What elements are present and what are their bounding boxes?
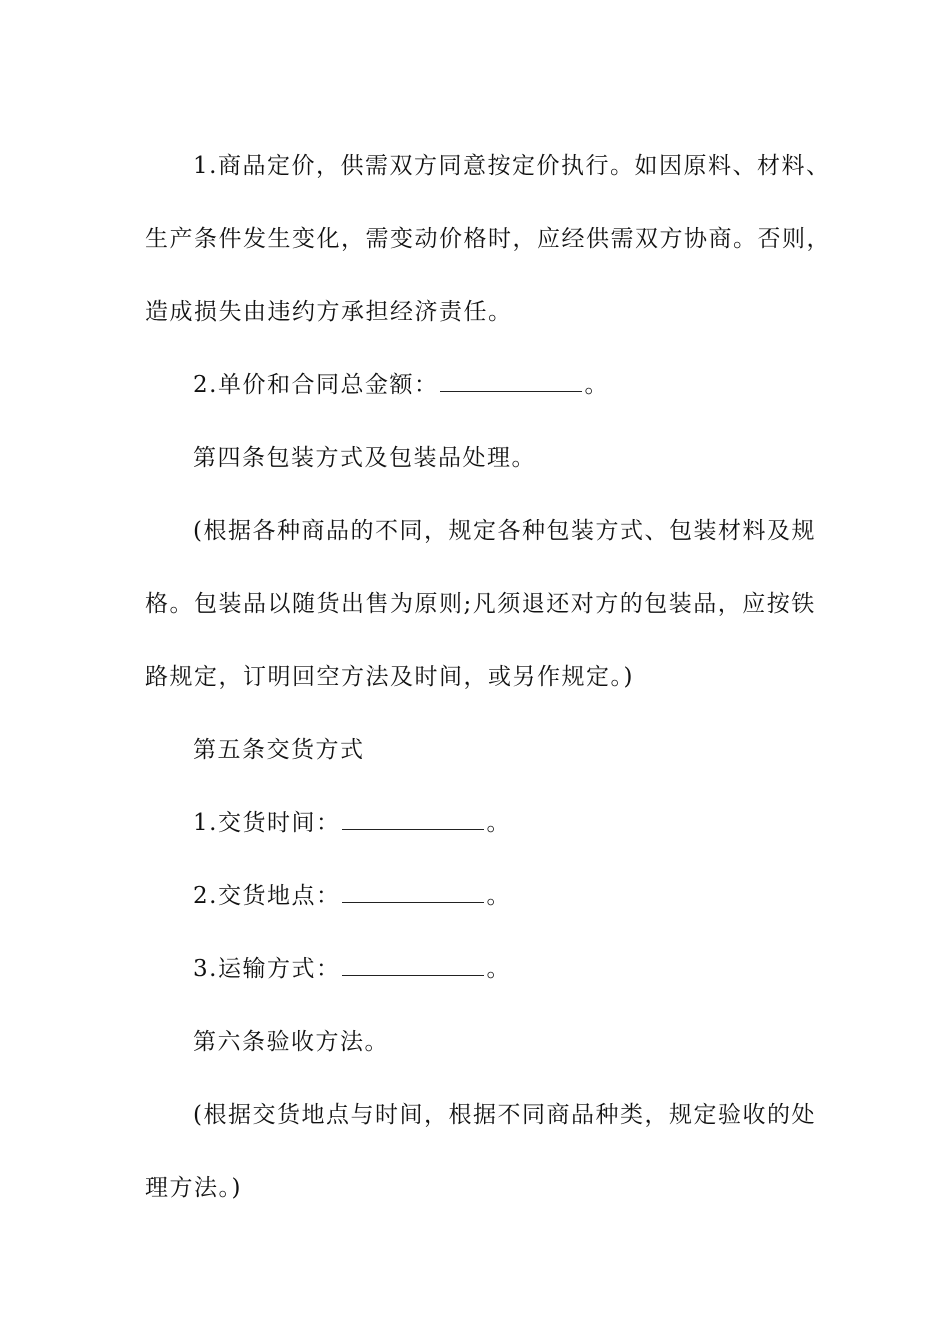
transport-method-blank	[342, 957, 484, 976]
article-five-heading: 第五条交货方式	[193, 737, 365, 763]
delivery-place-label: 2.交货地点：	[193, 883, 341, 909]
delivery-place-blank	[342, 884, 484, 903]
transport-method-line	[145, 933, 835, 1006]
transport-method-label: 3.运输方式：	[193, 956, 341, 982]
delivery-time-line	[145, 787, 835, 860]
inspection-note: (根据交货地点与时间，根据不同商品种类，规定验收的处理方法。)	[145, 1102, 816, 1201]
delivery-place-line	[145, 860, 835, 933]
delivery-time-label: 1.交货时间：	[193, 810, 341, 836]
document-body	[145, 130, 835, 1225]
unit-price-blank	[440, 373, 582, 392]
unit-price-end: 。	[584, 372, 609, 398]
delivery-time-blank	[342, 811, 484, 830]
article-four-heading: 第四条包装方式及包装品处理。	[193, 445, 536, 471]
delivery-place-end: 。	[486, 883, 511, 909]
pricing-clause: 1.商品定价，供需双方同意按定价执行。如因原料、材料、生产条件发生变化，需变动价格时，应经供需双方协商。否则，造成损失由违约方承担经济责任。	[145, 153, 831, 325]
packaging-note: (根据各种商品的不同，规定各种包装方式、包装材料及规格。包装品以随货出售为原则;凡须退还对方的包装品，应按铁路规定，订明回空方法及时间，或另作规定。)	[145, 518, 816, 690]
unit-price-label: 2.单价和合同总金额：	[193, 372, 439, 398]
delivery-time-end: 。	[486, 810, 511, 836]
unit-price-total-line	[145, 349, 835, 422]
article-six-heading: 第六条验收方法。	[193, 1029, 389, 1055]
transport-method-end: 。	[486, 956, 511, 982]
